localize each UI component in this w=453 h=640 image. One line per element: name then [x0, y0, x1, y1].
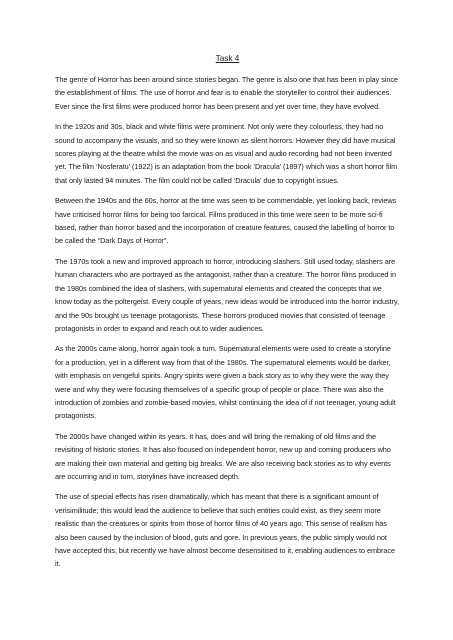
paragraph-intro: The genre of Horror has been around since stories began. The genre is also one that has been in play since the establishment of films. The use of horror and fear is to enable the storyteller to control their audiences. Ever since the first films were produced horror has been present and yet over time, they have evolved. [55, 75, 399, 111]
paragraph-special-effects: The use of special effects has risen dramatically, which has meant that there is a significant amount of verisimilitude; this would lead the audience to believe that such entities could exist, as they seem more realistic than the creatures or spirits from those of horror films of 40 years ago. This sense of realism has also been caused by the inclusion of blood, guts and gore. In previous years, the public simply would not have accepted this, but recently we have almost become desensitised to it, enabling audiences to embrace it. [55, 492, 395, 569]
paragraph-2000s-changes: The 2000s have changed within its years. It has, does and will bring the remaking of old films and the revisiting of historic stories. It has also focused on independent horror, new up and coming producers who are making their own material and getting big breaks. We are also receiving back stories as to why events are occurring and in turn, storylines have increased depth. [55, 431, 391, 481]
paragraph-1940s-60s: Between the 1940s and the 60s, horror at the time was seen to be commendable, yet looking back, reviews have criticised horror films for being too farcical. Films produced in this time were seen to be more sci-fi based, rather than horror based and the incorporation of creature features, caused the labelling of horror to be called the “Dark Days of Horror”. [55, 196, 397, 246]
paragraph-1970s-90s: The 1970s took a new and improved approach to horror, introducing slashers. Still used today, slashers are human characters who are portrayed as the antagonist, rather than a creature. The horror films produced in the 1980s combined the idea of slashers, with supernatural elements and created the concepts that we know today as the poltergeist. Every couple of years, new ideas would be introduced into the horror industry, and the 90s brought us teenage protagonists. These horrors produced movies that consisted of teenage protagonists in order to expand and reach out to wider audiences. [55, 256, 400, 333]
paragraph-2000s-turn: As the 2000s came along, horror again took a turn. Supernatural elements were used to create a storyline for a production, yet in a different way from that of the 1980s. The supernatural elements would be darker, with emphasis on vengeful spirits. Angry spirits were given a back story as to why they were the way they were and why they were focusing themselves of a specific group of people or place. There was also the introduction of zombies and zombie-based movies, whilst continuing the idea of if not teenager, young adult protagonists. [55, 344, 396, 421]
document-title: Task 4 [215, 54, 240, 63]
document-page [55, 54, 400, 578]
paragraph-1920s-30s: In the 1920s and 30s, black and white films were prominent. Not only were they colourless, they had no sound to accompany the visuals, and so they were known as silent horrors. However they did have musical scores playing at the theatre whilst the movie was on as visual and audio recording had not been invented yet. The film ‘Nosferatu’ (1922) is an adaptation from the book ‘Dracula’ (1897) which was a short horror film that only lasted 94 minutes. The film could not be called ‘Dracula’ due to copyright issues. [55, 122, 398, 185]
